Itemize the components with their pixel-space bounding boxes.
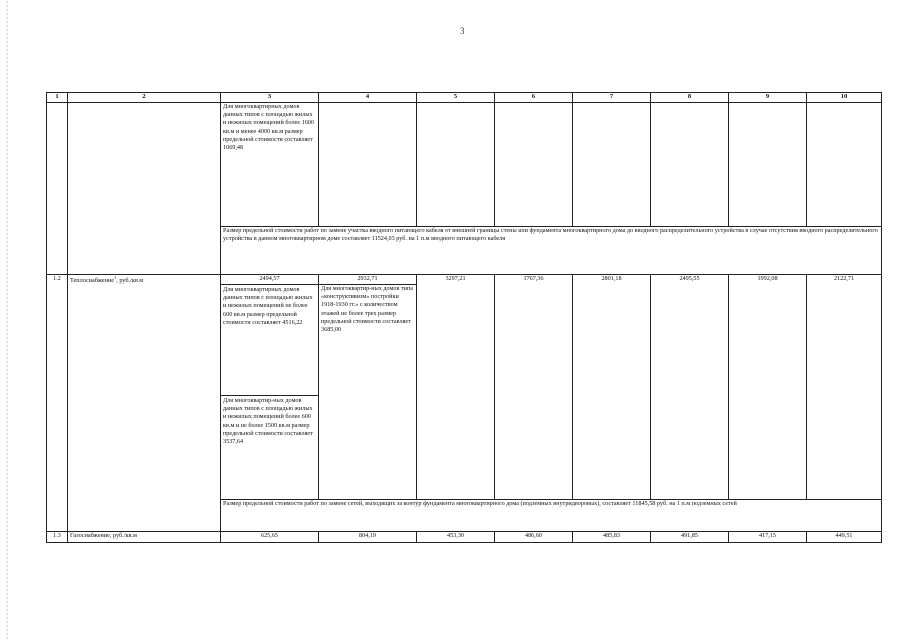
col-header: 8 [651, 93, 729, 103]
col4-condition: Для многоквартир-ных домов типа «конструктивизм» постройки 1918-1930 гг.» с количеством этажей не более трех размер предельной стоимости составляет 3685,00 [319, 285, 417, 500]
value-cell: 804,19 [319, 532, 417, 543]
row-number: 1.2 [47, 275, 68, 532]
networks-note: Размер предельной стоимости работ по замене сетей, выходящих за контур фундамента многоквартирного дома (подземных внутридворовых), составляет 11845,58 руб. на 1 п.м подземных сетей [221, 500, 882, 532]
row-name-text: Теплоснабжение [70, 277, 115, 285]
col-header: 2 [68, 93, 221, 103]
col-header: 5 [417, 93, 495, 103]
value-cell: 3297,21 [417, 275, 495, 500]
value-cell: 2495,55 [651, 275, 729, 500]
col3-conditions [221, 285, 319, 500]
table-cell [495, 103, 573, 227]
scan-margin-dots [6, 0, 8, 640]
col-header: 1 [47, 93, 68, 103]
table-cell [651, 103, 729, 227]
row-name: Газоснабжение, руб./кв.м [68, 532, 221, 543]
table-cell [729, 103, 807, 227]
col-header: 10 [807, 93, 882, 103]
page-number: 3 [460, 26, 465, 36]
table-cell [417, 103, 495, 227]
value-cell: 417,15 [729, 532, 807, 543]
value-cell: 1992,08 [729, 275, 807, 500]
row-unit: , руб./кв.м [116, 277, 144, 285]
value-cell: 449,51 [807, 532, 882, 543]
cable-note: Размер предельной стоимости работ по замене участка вводного питающего кабеля от внешней границы стены или фундамента многоквартирного дома до вводного распределительного устройства в случае отсутствия вводного распределительного устройства в данном многоквартирном доме составляет 11524,03 руб. на 1 п.м вводного питающего кабеля [221, 227, 882, 275]
value-cell: 1767,36 [495, 275, 573, 500]
table-cell [573, 103, 651, 227]
value-cell: 2801,18 [573, 275, 651, 500]
value-cell: 491,85 [651, 532, 729, 543]
value-cell: 2494,57 [221, 275, 319, 285]
col-header: 6 [495, 93, 573, 103]
col-header: 9 [729, 93, 807, 103]
table-row [47, 103, 882, 227]
row-number: 1.3 [47, 532, 68, 543]
tariff-table [46, 92, 882, 543]
value-cell: 625,65 [221, 532, 319, 543]
col-header: 4 [319, 93, 417, 103]
col3-sub1: Для многоквартирных домов данных типов с площадью жилых и нежилых помещений не более 600 кв.м размер предельной стоимости составляет 4516,22 [223, 286, 313, 326]
table-row [47, 275, 882, 285]
value-cell: 486,60 [495, 532, 573, 543]
row-number-cell [47, 103, 68, 275]
table-row [47, 532, 882, 543]
value-cell: 453,30 [417, 532, 495, 543]
col-header: 3 [221, 93, 319, 103]
col3-sub2: Для многоквартир-ных домов данных типов с площадью жилых и нежилых помещений более 600 кв.м и не более 1500 кв.м размер предельной стоимости составляет 3537,64 [221, 395, 318, 447]
footnote-mark: 1 [114, 275, 117, 280]
col3-condition-text: Для многоквартирных домов данных типов с площадью жилых и нежилых помещений более 1600 кв.м и менее 4000 кв.м размер предельной стоимости составляет 1069,48 [221, 103, 319, 227]
row-name [68, 275, 221, 532]
value-cell: 2122,71 [807, 275, 882, 500]
value-cell: 2932,71 [319, 275, 417, 285]
value-cell: 485,83 [573, 532, 651, 543]
header-row [47, 93, 882, 103]
row-name-cell [68, 103, 221, 275]
col-header: 7 [573, 93, 651, 103]
table-cell [807, 103, 882, 227]
table-cell [319, 103, 417, 227]
